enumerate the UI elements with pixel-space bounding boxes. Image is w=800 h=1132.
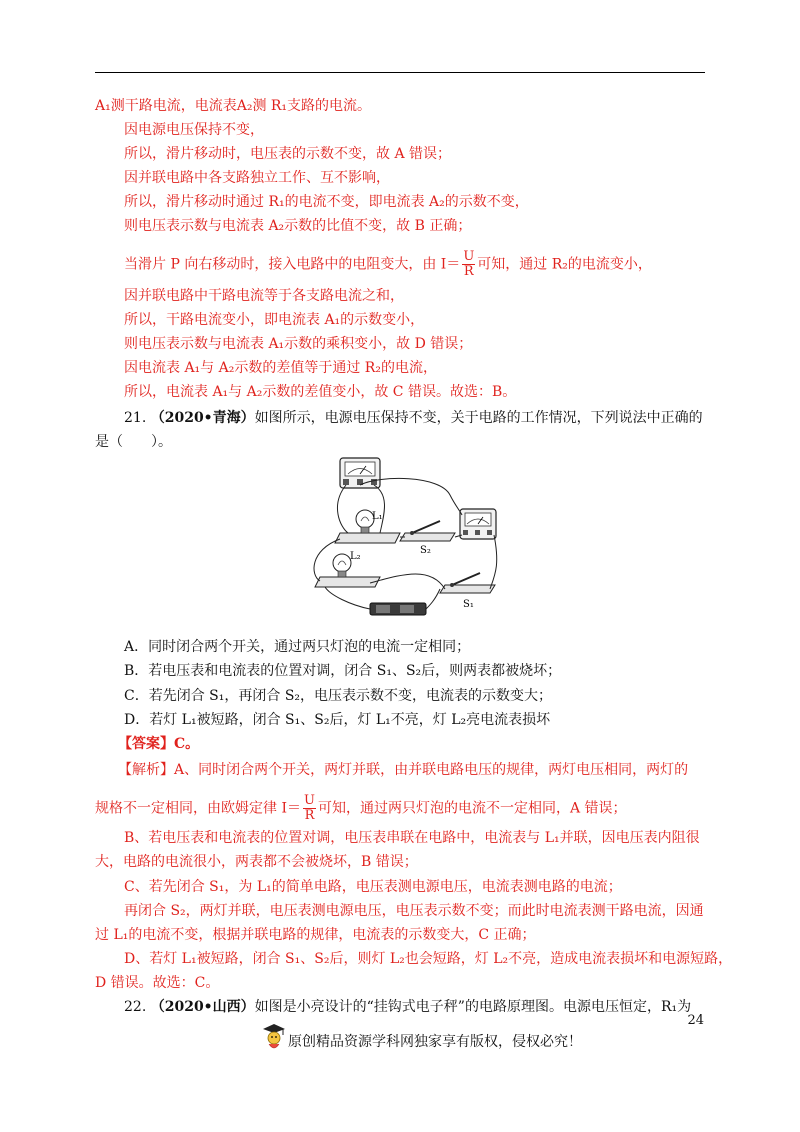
- analysis-line: 【解析】A、同时闭合两个开关，两灯并联，由并联电路电压的规律，两灯电压相同，两灯的: [118, 762, 689, 778]
- analysis-line: C、若先闭合 S₁，为 L₁的简单电路，电压表测电源电压，电流表测电路的电流；: [124, 879, 622, 895]
- mascot-icon: [262, 1022, 286, 1052]
- question-number: 22.: [124, 999, 147, 1015]
- explanation-line: 所以，滑片移动时通过 R₁的电流不变，即电流表 A₂的示数不变，: [124, 194, 529, 210]
- option-b: B．若电压表和电流表的位置对调，闭合 S₁、S₂后，则两表都被烧坏；: [124, 663, 562, 679]
- explanation-text: 可知，通过 R₂的电流变小，: [477, 256, 652, 273]
- question-number: 21.: [124, 410, 147, 426]
- explanation-line: A₁测干路电流，电流表A₂测 R₁支路的电流。: [95, 98, 372, 114]
- question-source: （2020•山西）: [150, 999, 255, 1015]
- answer-label: 【答案】C。: [118, 736, 200, 752]
- explanation-line: 所以，滑片移动时，电压表的示数不变，故 A 错误；: [124, 146, 452, 162]
- question-21-stem-cont: 是（ ）。: [95, 434, 172, 450]
- ammeter-icon: [460, 509, 496, 539]
- option-c: C．若先闭合 S₁，再闭合 S₂，电压表示数不变，电流表的示数变大；: [124, 688, 553, 704]
- switch-s1-icon: [440, 573, 495, 593]
- fraction-denominator: R: [463, 264, 474, 279]
- lamp-l2-icon: [315, 554, 380, 587]
- fraction-denominator: R: [304, 808, 315, 823]
- label-s1: S₁: [463, 599, 474, 610]
- header-rule: [95, 72, 705, 73]
- question-21-stem: [124, 408, 703, 428]
- explanation-line: 则电压表示数与电流表 A₁示数的乘积变小，故 D 错误；: [124, 336, 473, 352]
- switch-s2-icon: [400, 521, 455, 541]
- option-d: D．若灯 L₁被短路，闭合 S₁、S₂后，灯 L₁不亮，灯 L₂亮电流表损坏: [124, 712, 551, 728]
- analysis-line: D 错误。故选：C。: [95, 975, 220, 991]
- analysis-line: 大，电路的电流很小，两表都不会被烧坏，B 错误；: [95, 854, 418, 870]
- analysis-text: 规格不一定相同，由欧姆定律 I＝: [95, 800, 301, 817]
- analysis-line: 过 L₁的电流不变，根据并联电路的规律，电流表的示数变大，C 正确；: [95, 927, 536, 943]
- fraction-numerator: U: [303, 793, 315, 808]
- circuit-figure: [300, 455, 500, 625]
- analysis-text: 可知，通过两只灯泡的电流不一定相同，A 错误；: [317, 800, 627, 817]
- analysis-line: B、若电压表和电流表的位置对调，电压表串联在电路中，电流表与 L₁并联，因电压表内阻很: [124, 830, 700, 846]
- explanation-line: 所以，干路电流变小，即电流表 A₁的示数变小，: [124, 312, 425, 328]
- page-number: 24: [687, 1013, 704, 1028]
- analysis-line: D、若灯 L₁被短路，闭合 S₁、S₂后，则灯 L₂也会短路，灯 L₂不亮，造成电流表损坏和电源短路，: [124, 951, 733, 967]
- question-source: （2020•青海）: [150, 410, 255, 426]
- battery-icon: [370, 603, 426, 615]
- question-text: 如图所示，电源电压保持不变，关于电路的工作情况，下列说法中正确的: [254, 410, 703, 426]
- analysis-line: 再闭合 S₂，两灯并联，电压表测电源电压，电压表示数不变；而此时电流表测干路电流，因通: [124, 903, 704, 919]
- explanation-line: 因并联电路中各支路独立工作、互不影响，: [124, 170, 390, 186]
- question-22-stem: [124, 997, 691, 1017]
- explanation-line: 因电流表 A₁与 A₂示数的差值等于通过 R₂的电流，: [124, 360, 437, 376]
- copyright-footer: 原创精品资源学科网独家享有版权，侵权必究！: [288, 1034, 582, 1050]
- explanation-line: 所以，电流表 A₁与 A₂示数的差值变小，故 C 错误。故选：B。: [124, 384, 517, 400]
- explanation-line: 则电压表示数与电流表 A₂示数的比值不变，故 B 正确；: [124, 218, 472, 234]
- ohms-law-fraction: [303, 794, 316, 823]
- lamp-l1-icon: [335, 510, 400, 543]
- explanation-line: 因并联电路中干路电流等于各支路电流之和，: [124, 288, 404, 304]
- label-l1: L₁: [372, 511, 383, 522]
- ohms-law-fraction: [462, 250, 475, 279]
- question-text: 如图是小亮设计的“挂钩式电子秤”的电路原理图。电源电压恒定，R₁为: [254, 999, 692, 1015]
- explanation-line: [124, 250, 652, 279]
- explanation-text: 当滑片 P 向右移动时，接入电路中的电阻变大，由 I＝: [124, 256, 461, 273]
- label-l2: L₂: [350, 551, 361, 562]
- fraction-numerator: U: [463, 249, 475, 264]
- voltmeter-icon: [340, 458, 380, 488]
- label-s2: S₂: [420, 545, 431, 556]
- analysis-line: [95, 794, 627, 823]
- option-a: A．同时闭合两个开关，通过两只灯泡的电流一定相同；: [124, 639, 471, 655]
- explanation-line: 因电源电压保持不变，: [124, 122, 264, 138]
